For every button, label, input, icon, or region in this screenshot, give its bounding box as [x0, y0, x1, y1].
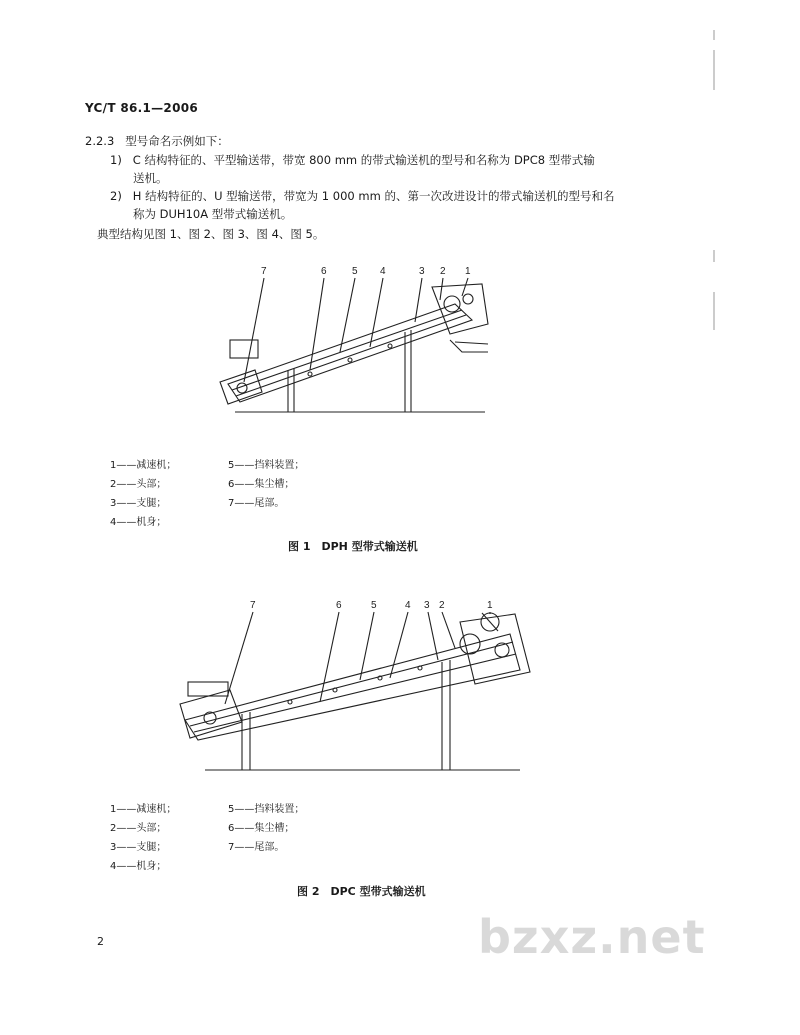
figure-2-legend-right [228, 800, 304, 857]
legend-item: 4——机身； [110, 517, 167, 528]
figure-1-caption: 图 1 DPH 型带式输送机 [288, 540, 418, 553]
callout-6: 6 [336, 600, 342, 611]
feed-hopper [230, 340, 258, 358]
leader-line [370, 278, 383, 347]
callout-3: 3 [419, 266, 425, 277]
leader-line [340, 278, 355, 352]
callout-2: 2 [440, 266, 446, 277]
section-heading [85, 132, 229, 150]
legend-item: 7——尾部。 [228, 498, 285, 509]
standard-number: YC/T 86.1—2006 [85, 101, 199, 115]
figures-intro: 典型结构见图 1、图 2、图 3、图 4、图 5。 [97, 227, 325, 241]
item-continuation: 称为 DUH10A 型带式输送机。 [133, 207, 293, 221]
reducer-shaft [463, 294, 473, 304]
legend-item: 3——支腿； [110, 842, 167, 853]
feed-hopper [188, 682, 228, 696]
tail-section [180, 690, 242, 738]
watermark: bzxz.net [478, 910, 706, 964]
belt-line [236, 315, 466, 396]
drive-pulley [444, 296, 460, 312]
callout-3: 3 [424, 600, 430, 611]
figure-1-legend-right [228, 456, 304, 513]
drive-pulley [460, 634, 480, 654]
callout-2: 2 [439, 600, 445, 611]
section-title: 型号命名示例如下： [125, 134, 229, 148]
callout-7: 7 [261, 266, 267, 277]
figure-2-drawing [170, 592, 550, 782]
section-number: 2.2.3 [85, 134, 115, 148]
figure-1-drawing [200, 262, 520, 432]
leader-line [225, 612, 253, 704]
roller [288, 700, 292, 704]
list-item-1 [110, 151, 595, 169]
leader-line [415, 278, 422, 322]
item-text: H 结构特征的、U 型输送带，带宽为 1 000 mm 的、第一次改进设计的带式输送机的型号和名 [132, 189, 615, 203]
legend-item: 2——头部； [110, 479, 167, 490]
legend-item: 1——减速机； [110, 460, 177, 471]
leader-line [440, 278, 443, 300]
figure-2-caption: 图 2 DPC 型带式输送机 [297, 885, 426, 898]
leader-line [390, 612, 408, 678]
roller [308, 372, 312, 376]
list-item-2 [110, 187, 614, 205]
discharge-chute [455, 342, 488, 344]
legend-item: 5——挡料装置； [228, 460, 305, 471]
callout-1: 1 [487, 600, 493, 611]
leader-line [442, 612, 455, 648]
callout-6: 6 [321, 266, 327, 277]
legend-item: 5——挡料装置； [228, 804, 305, 815]
legend-item: 4——机身； [110, 861, 167, 872]
callout-5: 5 [371, 600, 377, 611]
roller [348, 358, 352, 362]
legend-item: 6——集尘槽； [228, 479, 295, 490]
leader-line [244, 278, 264, 382]
callout-1: 1 [465, 266, 471, 277]
leader-line [462, 278, 468, 296]
leader-line [360, 612, 374, 680]
callout-4: 4 [405, 600, 411, 611]
reducer-symbol-line [482, 613, 498, 631]
belt-line [232, 310, 462, 390]
figure-1-legend-left [110, 456, 176, 532]
item-continuation: 送机。 [133, 171, 168, 185]
legend-item: 6——集尘槽； [228, 823, 295, 834]
leader-line [428, 612, 438, 660]
callout-7: 7 [250, 600, 256, 611]
item-number: 1) [110, 153, 122, 167]
callout-5: 5 [352, 266, 358, 277]
legend-item: 3——支腿； [110, 498, 167, 509]
roller [388, 344, 392, 348]
figure-2-legend-left [110, 800, 176, 876]
legend-item: 1——减速机； [110, 804, 177, 815]
legend-item: 7——尾部。 [228, 842, 285, 853]
leader-line [310, 278, 324, 370]
scan-edge-marks [712, 30, 718, 330]
item-text: C 结构特征的、平型输送带，带宽 800 mm 的带式输送机的型号和名称为 DPC8 型带式输 [132, 153, 595, 167]
callout-4: 4 [380, 266, 386, 277]
legend-item: 2——头部； [110, 823, 167, 834]
page-number: 2 [97, 935, 104, 948]
item-number: 2) [110, 189, 122, 203]
